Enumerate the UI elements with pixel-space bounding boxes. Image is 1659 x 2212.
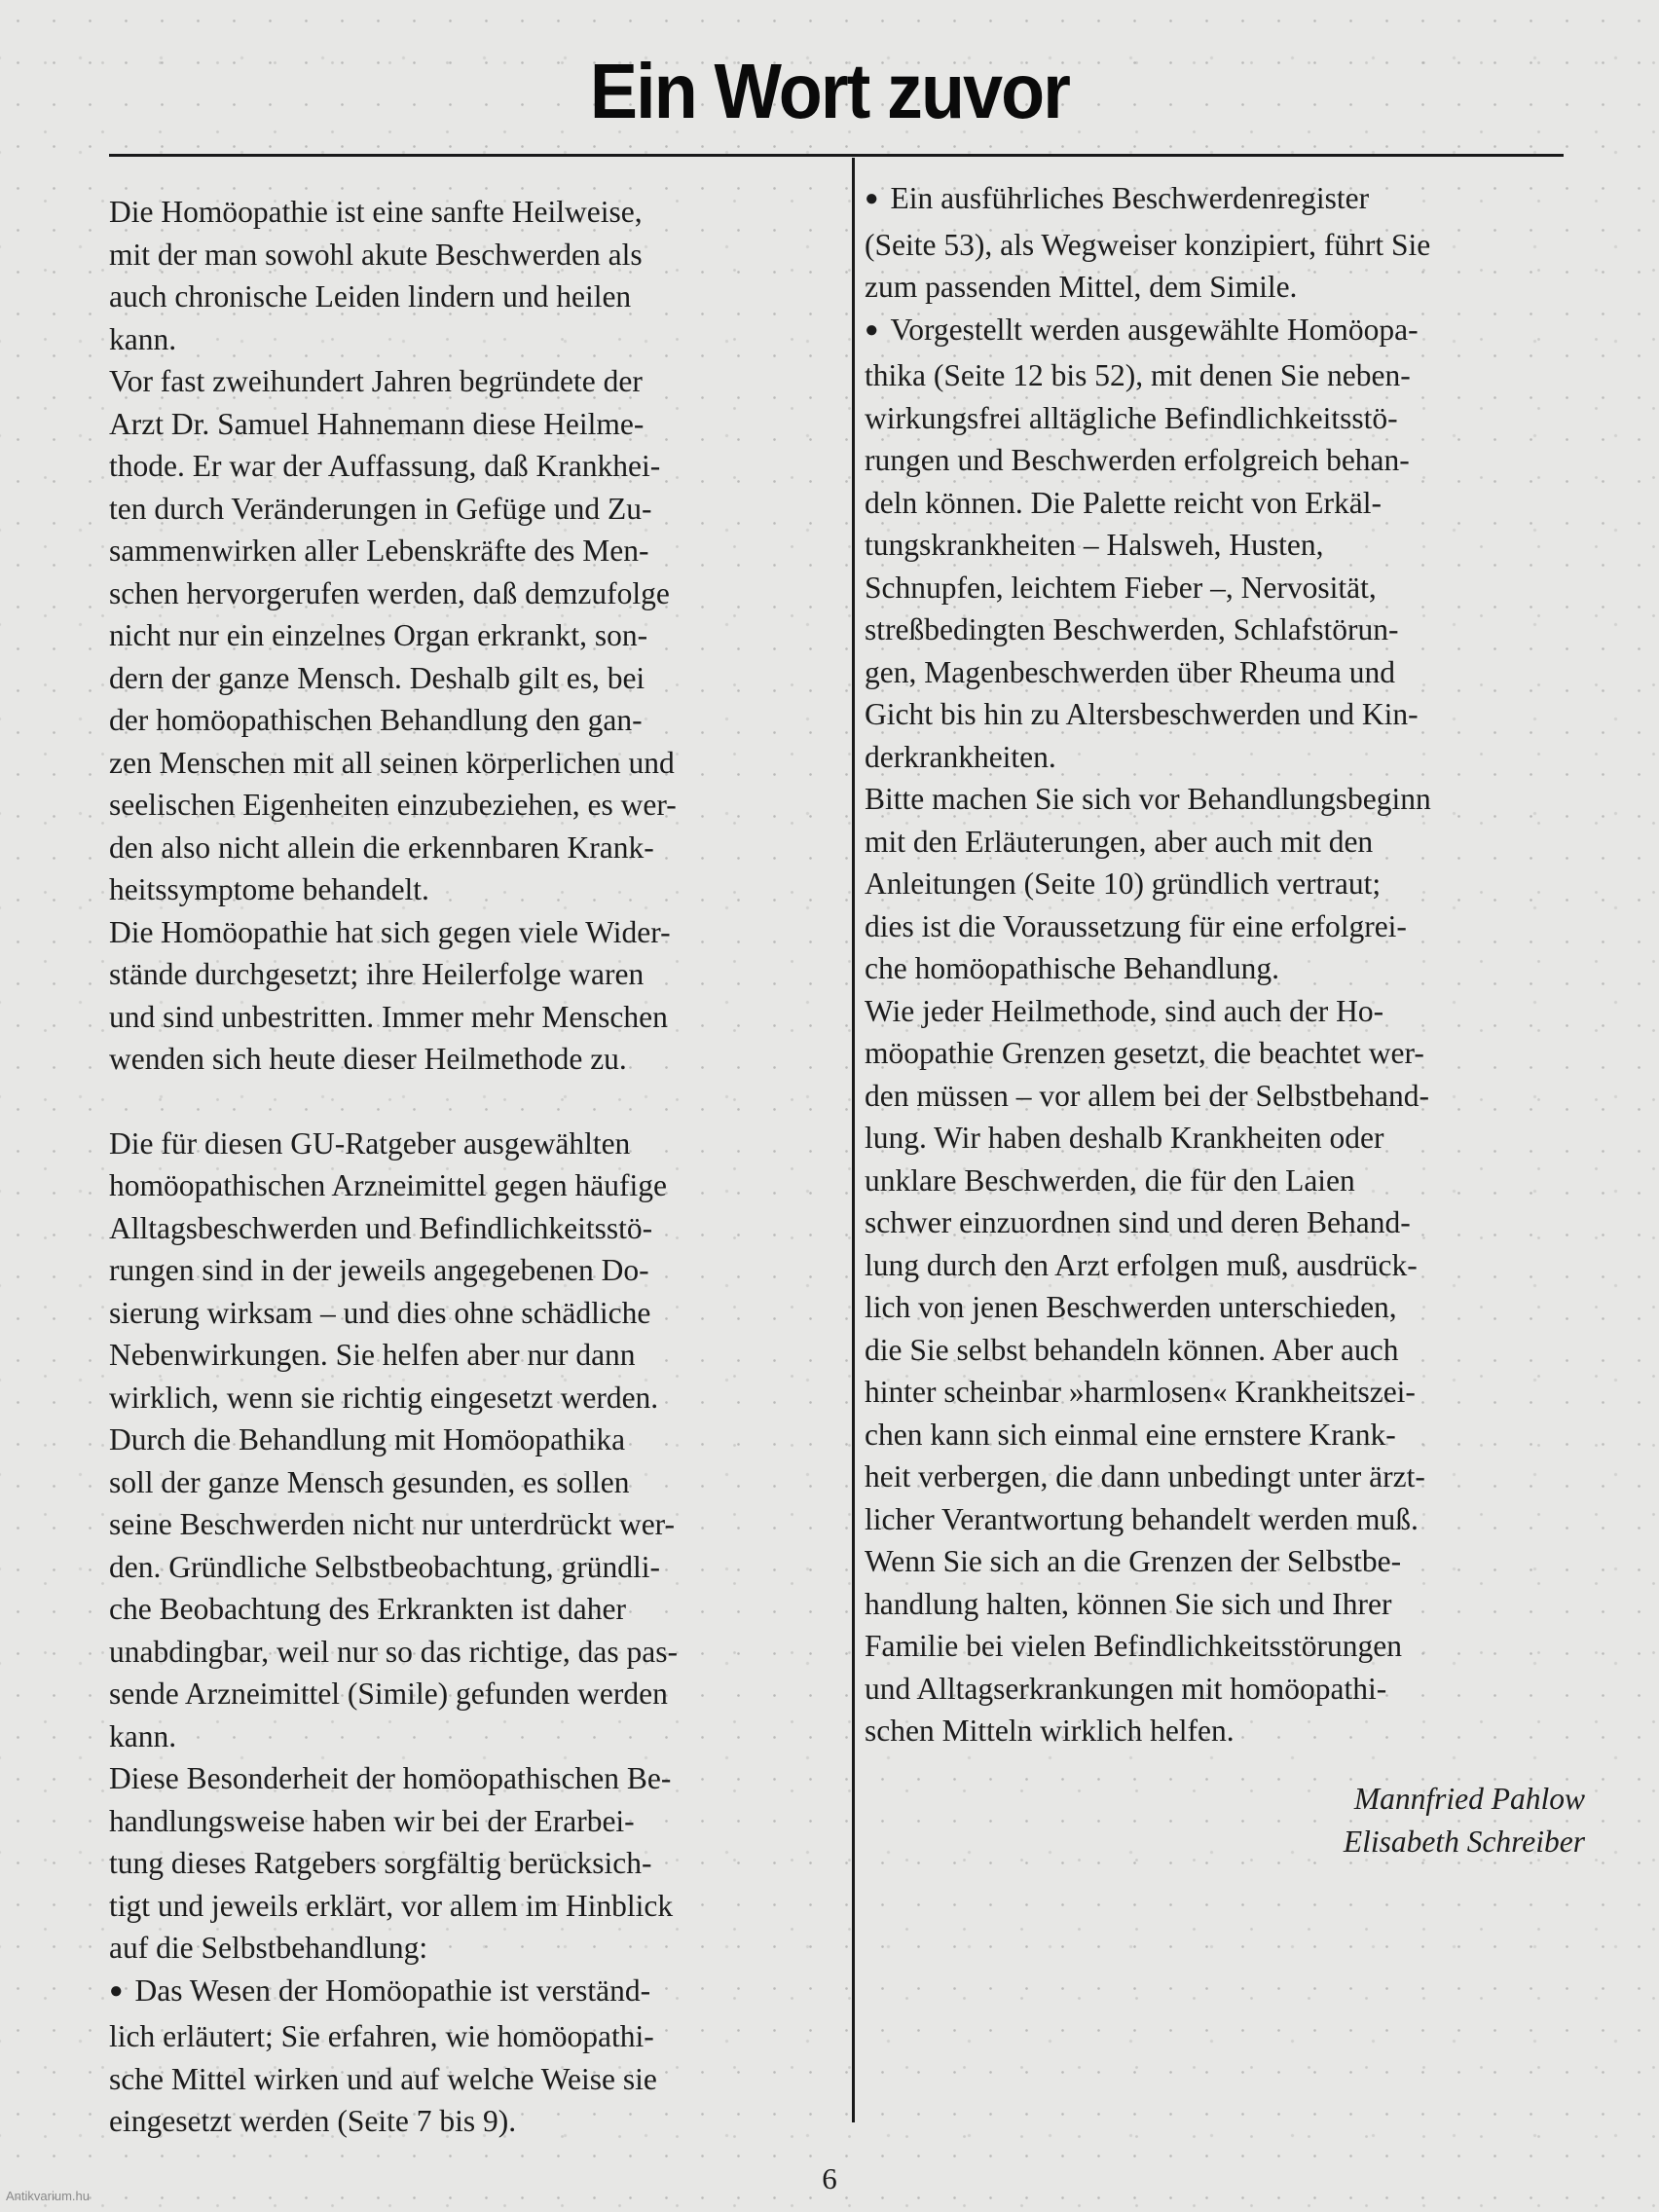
bullet-item: ● Ein ausführliches Beschwerdenregister (Seite 53), als Wegweiser konzipiert, führt Sie zum passenden Mittel, dem Simile.: [865, 177, 1566, 309]
paragraph: Wie jeder Heilmethode, sind auch der Ho- möopathie Grenzen gesetzt, die beachtet wer- den müssen – vor allem bei der Selbstbehand- lung. Wir haben deshalb Krankheiten oder unklare Beschwerden, die für den Laien schwer einzuordnen sind und deren Behand- lung durch den Arzt erfolgen muß, ausdrück- lich von jenen Beschwerden unterschieden, die Sie selbst behandeln können. Aber auch hinter scheinbar »harmlosen« Krankheitszei- chen kann sich einmal eine ernstere Krank- heit verbergen, die dann unbedingt unter ärzt- licher Verantwortung behandelt werden muß. Wenn Sie sich an die Grenzen der Selbstbe- handlung halten, können Sie sich und Ihrer Familie bei vielen Befindlichkeitsstörungen und Alltagserkrankungen mit homöopathi- schen Mitteln wirklich helfen.: [865, 993, 1429, 1748]
author-name: Elisabeth Schreiber: [1343, 1825, 1585, 1859]
paragraph: Vor fast zweihundert Jahren begründete der Arzt Dr. Samuel Hahnemann diese Heilme- thode. Er war der Auffassung, daß Krankhei- ten durch Veränderungen in Gefüge und Zu- sammenwirken aller Lebenskräfte des Men- schen hervorgerufen werden, daß demzufolge nicht nur ein einzelnes Organ erkrankt, son- dern der ganze Mensch. Deshalb gilt es, bei der homöopathischen Behandlung den gan- zen Menschen mit all seinen körperlichen und seelischen Eigenheiten einzubeziehen, es wer- den also nicht allein die erkennbaren Krank- heitssymptome behandelt.: [109, 364, 677, 906]
page-number: 6: [822, 2161, 837, 2195]
paragraph: Bitte machen Sie sich vor Behandlungsbeginn mit den Erläuterungen, aber auch mit den Anleitungen (Seite 10) gründlich vertraut; dies ist die Voraussetzung für eine erfolgrei- che homöopathische Behandlung.: [865, 782, 1431, 985]
bullet-item: ● Vorgestellt werden ausgewählte Homöopa- thika (Seite 12 bis 52), mit denen Sie neben- wirkungsfrei alltägliche Befindlichkeitsstö- rungen und Beschwerden erfolgreich behan- deln können. Die Palette reicht von Erkäl- tungskrankheiten – Halsweh, Husten, Schnupfen, leichtem Fieber –, Nervosität, streßbedingten Beschwerden, Schlafstörun- gen, Magenbeschwerden über Rheuma und Gicht bis hin zu Altersbeschwerden und Kin- derkrankheiten.: [865, 309, 1566, 779]
page-title: Ein Wort zuvor: [589, 48, 1070, 134]
right-column: [865, 177, 1566, 1752]
paragraph: Diese Besonderheit der homöopathischen Be- handlungsweise haben wir bei der Erarbei- tung dieses Ratgebers sorgfältig berücksich- tigt und jeweils erklärt, vor allem im Hinblick auf die Selbstbehandlung:: [109, 1761, 674, 1965]
paragraph: Die Homöopathie ist eine sanfte Heilweise, mit der man sowohl akute Beschwerden als auch chronische Leiden lindern und heilen kann.: [109, 195, 643, 356]
paragraph: Die Homöopathie hat sich gegen viele Wider- stände durchgesetzt; ihre Heilerfolge waren und sind unbestritten. Immer mehr Menschen wenden sich heute dieser Heilmethode zu.: [109, 914, 671, 1076]
title-rule: [109, 154, 1564, 157]
authors: [903, 1778, 1585, 1863]
left-column: [109, 191, 830, 2143]
column-divider: [852, 158, 855, 2122]
watermark: Antikvarium.hu: [6, 2189, 90, 2203]
author-name: Mannfried Pahlow: [1353, 1782, 1585, 1816]
paragraph: Die für diesen GU-Ratgeber ausgewählten homöopathischen Arzneimittel gegen häufige Alltagsbeschwerden und Befindlichkeitsstö- rungen sind in der jeweils angegebenen Do- sierung wirksam – und dies ohne schädliche Nebenwirkungen. Sie helfen aber nur dann wirklich, wenn sie richtig eingesetzt werden. Durch die Behandlung mit Homöopathika soll der ganze Mensch gesunden, es sollen seine Beschwerden nicht nur unterdrückt wer- den. Gründliche Selbstbeobachtung, gründli- che Beobachtung des Erkrankten ist daher unabdingbar, weil nur so das richtige, das pas- sende Arzneimittel (Simile) gefunden werden kann.: [109, 1125, 678, 1753]
bullet-item: ● Das Wesen der Homöopathie ist verständ- lich erläutert; Sie erfahren, wie homöopathi- sche Mittel wirken und auf welche Weise sie eingesetzt werden (Seite 7 bis 9).: [109, 1970, 830, 2143]
